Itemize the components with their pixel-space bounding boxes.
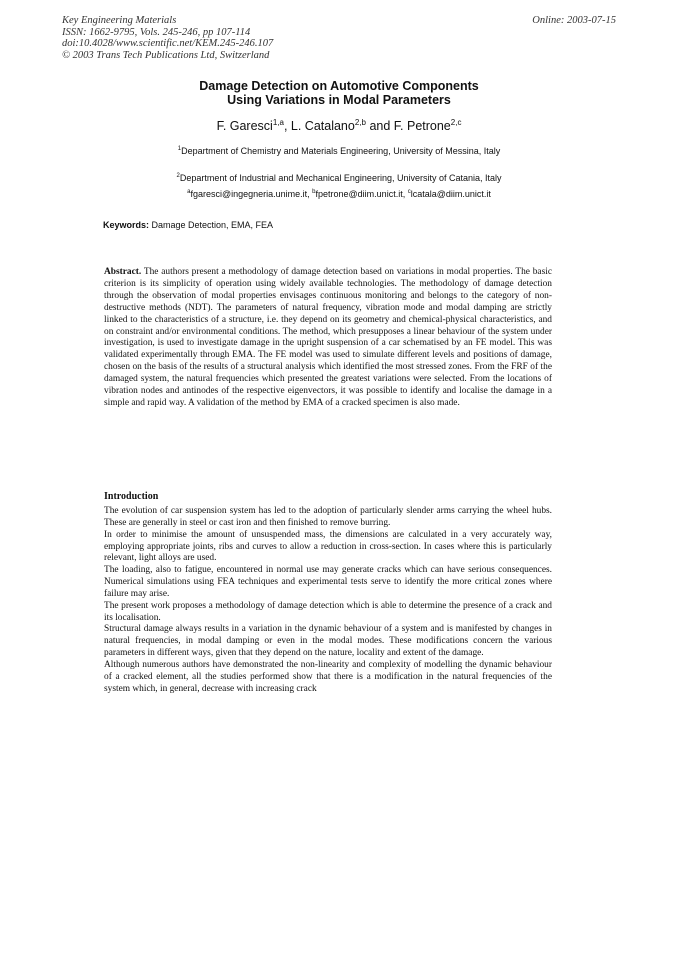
paper-title [60,79,618,107]
paragraph: The loading, also to fatigue, encountered in normal use may generate cracks which can have serious consequences. Numerical simulations using FEA techniques and experimental tests serve to identify the more critical zones where failure may arise. [104,565,552,599]
author-list [60,118,618,133]
journal-copyright: © 2003 Trans Tech Publications Ltd, Switzerland [62,49,270,61]
author-name: F. Petrone [393,119,451,134]
title-line-1: Damage Detection on Automotive Components [199,79,479,93]
author-conjunction: and [365,119,394,134]
journal-name: Key Engineering Materials [62,15,177,26]
journal-issn: ISSN: 1662-9795, Vols. 245-246, pp 107-114 [62,26,251,38]
email-mark: a [187,189,191,195]
abstract [104,267,552,410]
author-name: F. Garesci [216,119,273,134]
paragraph: Although numerous authors have demonstrated the non-linearity and complexity of modelling the dynamic behaviour of a cracked element, all the studies performed show that there is a modification in the natural frequencies of the system which, in general, decrease with increasing crack [104,659,552,694]
author-emails [60,189,618,199]
paragraph: In order to minimise the amount of unsuspended mass, the dimensions are calculated in a very accurately way, employing appropriate joints, ribs and curves to allow a reduction in cross-section. In cases where this is particularly relevant, light alloys are used. [104,529,552,564]
keywords-text: Damage Detection, EMA, FEA [149,220,274,230]
keywords-label: Keywords: [103,220,150,230]
affiliation-text: Department of Chemistry and Materials Engineering, University of Messina, Italy [181,146,501,156]
abstract-text: The authors present a methodology of damage detection based on variations in modal properties. The basic criterion is its simplicity of operation using widely available technologies. The methodology of damage detection through the observation of modal properties envisages continuous monitoring and belongs to the category of non-destructive methods (NDT). The parameters of natural frequency, vibration mode and modal damping are strictly linked to the characteristics of a structure, i.e. they depend on its geometry and chemical-physical characteristics, and on constraint and/or environmental conditions. The method, which presupposes a linear behaviour of the system under investigation, is used to investigate damage in the upright suspension of a car schematised by an FE model. This was validated experimentally through EMA. The FE model was used to simulate different levels and positions of damage, chosen on the basis of the results of a structural analysis which identified the most stressed zones. From the FRF of the damaged system, the natural frequencies which presented the greatest variations were selected. From the locations of vibration nodes and antinodes of the respective eigenvectors, it was possible to identify and localise the damage in a simple and rapid way. A validation of the method by EMA of a cracked specimen is also made. [104,267,552,408]
author-name: L. Catalano [290,119,355,134]
affiliation-mark: 2 [176,173,180,179]
affiliation-mark: 1 [177,146,182,152]
author-affiliation-mark: 2,c [450,118,462,127]
affiliation-text: Department of Industrial and Mechanical Engineering, University of Catania, Italy [179,173,502,183]
introduction-body [104,506,552,696]
affiliation-2 [60,173,618,183]
abstract-label: Abstract. [104,267,142,277]
introduction-heading: Introduction [104,491,159,502]
keywords [103,220,273,230]
author-separator: , [283,119,291,134]
affiliation-1 [60,146,618,156]
paragraph: The present work proposes a methodology of damage detection which is able to determine the presence of a crack and its localisation. [104,600,552,623]
email-mark: c [407,189,411,195]
online-date: Online: 2003-07-15 [532,15,616,26]
email-mark: b [312,189,316,195]
email-link[interactable]: fpetrone@diim.unict.it, [315,189,408,199]
paragraph: Structural damage always results in a variation in the dynamic behaviour of a system and is manifested by changes in natural frequencies, in modal damping or even in the modal modes. These modifications concern the various parameters in different ways, given that they depend on the nature, locality and extent of the damage. [104,624,552,659]
title-line-2: Using Variations in Modal Parameters [227,93,451,107]
email-link[interactable]: fgaresci@ingegneria.unime.it, [190,189,313,199]
journal-header [62,15,442,61]
journal-doi: doi:10.4028/www.scientific.net/KEM.245-246.107 [62,38,274,49]
paragraph: The evolution of car suspension system has led to the adoption of particularly slender arms carrying the wheel hubs. These are generally in steel or cast iron and then finished to remove burring. [104,506,552,528]
author-affiliation-mark: 1,a [272,118,284,127]
author-affiliation-mark: 2,b [354,118,366,127]
email-link[interactable]: lcatala@diim.unict.it [410,189,491,199]
